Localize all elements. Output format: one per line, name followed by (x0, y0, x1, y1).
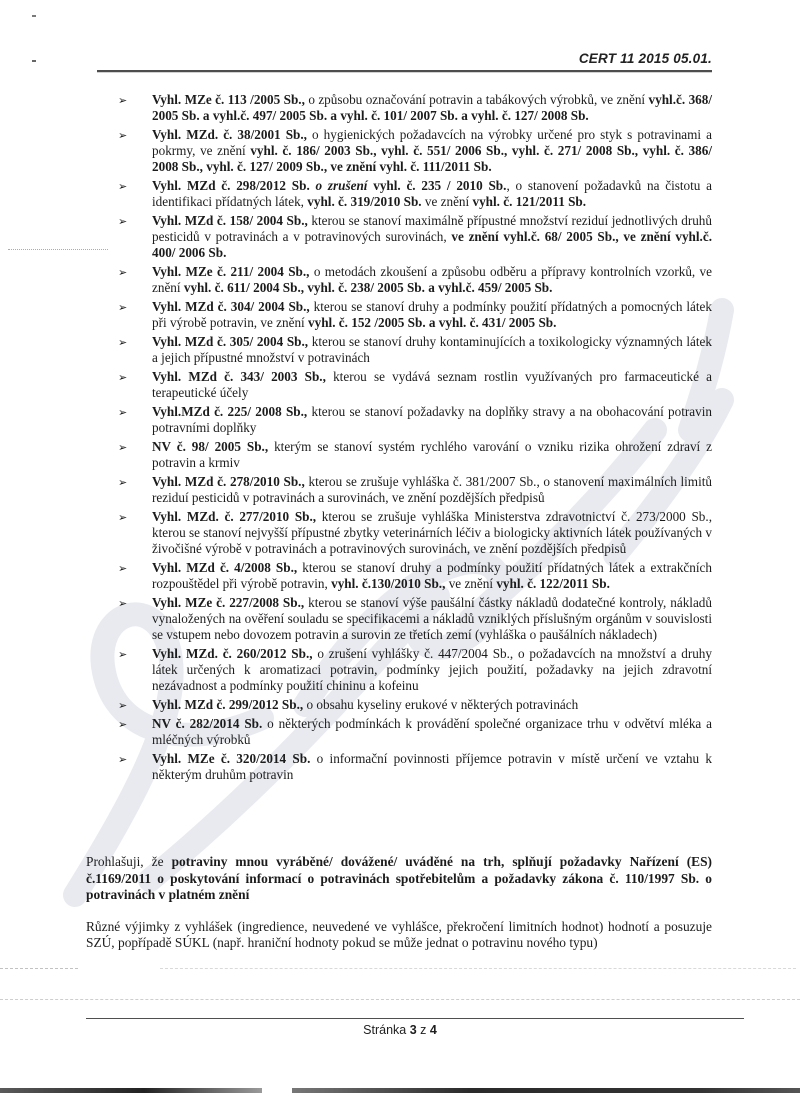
text-segment: vyhl. č. 122/2011 Sb. (496, 576, 610, 591)
text-segment: o způsobu označování potravin a tabákových výrobků, ve znění (308, 92, 649, 107)
text-segment: Vyhl. MZd č. 304/ 2004 Sb., (152, 299, 314, 314)
text-segment: kterou se stanoví výše paušální částky nákladů dodatečné kontroly, nákladů vynaložených na ověření souladu se specifikacemi a nákladů vzniklých příslušným orgánům v souvislosti se vstupem nebo dovozem potravin a surovin ze třetích zemí (vyhláška o paušálních nákladech) (152, 595, 712, 642)
text-segment: ve znění vyhl.č. 68/ 2005 Sb., ve znění vyhl.č. 400/ 2006 Sb. (152, 229, 712, 260)
regulation-item (118, 178, 712, 210)
regulation-item (118, 334, 712, 366)
regulation-item (118, 92, 712, 124)
regulation-text (152, 334, 712, 365)
regulation-text (152, 404, 712, 435)
text-segment: ve znění (421, 194, 473, 209)
text-segment: Vyhl. MZe č. 227/2008 Sb., (152, 595, 309, 610)
declaration-block (86, 854, 712, 952)
text-segment: NV č. 98/ 2005 Sb., (152, 439, 275, 454)
text-segment: kterou se stanoví druhy a podmínky použití přídatných látek a extrakčních rozpouštědel při výrobě potravin, (152, 560, 712, 591)
document-code: CERT 11 2015 05.01. (578, 51, 712, 66)
regulation-item (118, 509, 712, 557)
header-rule (97, 70, 712, 72)
text-segment: NV č. 282/2014 Sb. (152, 716, 268, 731)
regulation-item (118, 213, 712, 261)
regulation-text (152, 439, 712, 470)
text-segment: 3 (409, 1023, 417, 1037)
scan-edge-line (292, 1088, 800, 1093)
regulation-item (118, 560, 712, 592)
regulation-text (152, 264, 712, 295)
regulation-item (118, 264, 712, 296)
arrow-bullet-icon: ➢ (118, 371, 128, 384)
text-segment: vyhl. č. 121/2011 Sb. (472, 194, 587, 209)
text-segment: Vyhl. MZd č. 299/2012 Sb., (152, 697, 307, 712)
text-segment: Různé výjimky z vyhlášek (ingredience, neuvedené ve vyhlášce, překročení limitních hodnot) hodnotí a posuzuje SZÚ, popřípadě SÚKL (např. hraniční hodnoty pokud se může jednat o potravinu nového typu) (86, 918, 712, 951)
arrow-bullet-icon: ➢ (118, 718, 128, 731)
arrow-bullet-icon: ➢ (118, 597, 128, 610)
text-segment: ve znění (448, 576, 497, 591)
text-segment: Vyhl. MZd. č. 277/2010 Sb., (152, 509, 322, 524)
arrow-bullet-icon: ➢ (118, 562, 128, 575)
text-segment: , o stanovení požadavků na čistotu a identifikaci přídatných látek, (152, 178, 713, 209)
text-segment: Prohlašuji, že (86, 854, 172, 869)
footer-rule (86, 1018, 744, 1019)
arrow-bullet-icon: ➢ (118, 648, 128, 661)
arrow-bullet-icon: ➢ (118, 301, 128, 314)
regulation-text (152, 92, 712, 123)
regulation-item (118, 127, 712, 175)
text-segment: vyhl.č. 368/ 2005 Sb. a vyhl.č. 497/ 2005 Sb. a vyhl. č. 101/ 2007 Sb. a vyhl. č. 127/ 2008 Sb. (152, 92, 713, 123)
scan-artifact-line (0, 968, 78, 969)
regulation-text (152, 369, 712, 400)
scan-artifact-line (0, 999, 800, 1000)
regulation-text (152, 751, 712, 782)
arrow-bullet-icon: ➢ (118, 94, 128, 107)
text-segment: Vyhl. MZe č. 211/ 2004 Sb., (152, 264, 314, 279)
arrow-bullet-icon: ➢ (118, 406, 128, 419)
text-segment: o zrušení vyhlášky č. 447/2004 Sb., o požadavcích na množství a druhy látek určených k aromatizaci potravin, podmínky jejich použití, požadavky na jejich zdravotní nezávadnost a podmínky použití chininu a kofeinu (152, 646, 712, 693)
text-segment: potraviny mnou vyráběné/ dovážené/ uváděné na trh, splňují požadavky Nařízení (ES) č.1169/2011 o poskytování informací o potravinách spotřebitelům a požadavky zákona č. 110/1997 Sb. o potravinách v platném znění (86, 854, 712, 903)
regulation-item (118, 646, 712, 694)
arrow-bullet-icon: ➢ (118, 336, 128, 349)
scan-speck (32, 15, 36, 17)
exceptions-paragraph (86, 919, 712, 952)
arrow-bullet-icon: ➢ (118, 699, 128, 712)
text-segment: Stránka (363, 1023, 410, 1037)
regulation-text (152, 178, 712, 209)
regulation-text (152, 560, 712, 591)
regulation-item (118, 716, 712, 748)
text-segment: kterým se stanoví systém rychlého varování o vzniku rizika ohrožení zdraví z potravin a krmiv (152, 439, 712, 470)
text-segment: kterou se vydává seznam rostlin využívaných pro farmaceutické a terapeutické účely (152, 369, 712, 400)
text-segment: Vyhl. MZe č. 113 /2005 Sb., (152, 92, 309, 107)
text-segment: vyhl. č. 611/ 2004 Sb., vyhl. č. 238/ 2005 Sb. a vyhl.č. 459/ 2005 Sb. (183, 280, 553, 295)
text-segment: vyhl. č.130/2010 Sb., (331, 576, 449, 591)
regulation-item (118, 369, 712, 401)
arrow-bullet-icon: ➢ (118, 266, 128, 279)
regulation-text (152, 716, 712, 747)
regulation-text (152, 213, 712, 260)
regulation-text (152, 127, 712, 174)
regulation-text (152, 646, 712, 693)
text-segment: Vyhl.MZd č. 225/ 2008 Sb., (152, 404, 312, 419)
scan-artifact-line (160, 968, 796, 969)
arrow-bullet-icon: ➢ (118, 215, 128, 228)
text-segment: vyhl. č. 186/ 2003 Sb., vyhl. č. 551/ 2006 Sb., vyhl. č. 271/ 2008 Sb., vyhl. č. 386/ 2008 Sb., vyhl. č. 127/ 2009 Sb., ve znění vyhl. č. 111/2011 Sb. (152, 143, 713, 174)
text-segment: 4 (429, 1023, 437, 1037)
regulation-text (152, 299, 712, 330)
arrow-bullet-icon: ➢ (118, 129, 128, 142)
text-segment: Vyhl. MZe č. 320/2014 Sb. (152, 751, 317, 766)
regulation-item (118, 595, 712, 643)
text-segment: o obsahu kyseliny erukové v některých potravinách (306, 697, 579, 712)
text-segment: Vyhl. MZd č. 158/ 2004 Sb., (152, 213, 312, 228)
text-segment: kterou se zrušuje vyhláška Ministerstva zdravotnictví č. 273/2000 Sb., kterou se stanoví nejvyšší přípustné zbytky veterinárních léčiv a biologicky aktivních látek používaných v živočišné výrobě v potravinách a potravinových surovinách, ve znění pozdějších předpisů (152, 509, 712, 556)
text-segment: Vyhl. MZd č. 278/2010 Sb., (152, 474, 309, 489)
scan-edge-line (0, 1088, 262, 1093)
text-segment: kterou se stanoví maximálně přípustné množství reziduí jednotlivých druhů pesticidů v potravinách a v potravinových surovinách, (152, 213, 712, 244)
regulation-item (118, 299, 712, 331)
regulation-item (118, 474, 712, 506)
declaration-paragraph (86, 854, 712, 904)
arrow-bullet-icon: ➢ (118, 441, 128, 454)
text-segment: Vyhl. MZd č. 305/ 2004 Sb., (152, 334, 312, 349)
text-segment: Vyhl. MZd. č. 38/2001 Sb., (152, 127, 313, 142)
regulation-item (118, 751, 712, 783)
regulation-text (152, 595, 712, 642)
text-segment: o informační povinnosti příjemce potravin v místě určení ve vztahu k některým druhům potravin (152, 751, 712, 782)
arrow-bullet-icon: ➢ (118, 180, 128, 193)
text-segment: o některých podmínkách k provádění společné organizace trhu v odvětví mléka a mléčných výrobků (152, 716, 712, 747)
text-segment: Vyhl. MZd č. 343/ 2003 Sb., (152, 369, 334, 384)
regulation-item (118, 404, 712, 436)
text-segment: Vyhl. MZd č. 298/2012 Sb. (152, 178, 316, 193)
text-segment: kterou se zrušuje vyhláška č. 381/2007 Sb., o stanovení maximálních limitů reziduí pesticidů v potravinách a surovinách, ve znění pozdějších předpisů (152, 474, 712, 505)
regulation-text (152, 509, 712, 556)
text-segment: z (416, 1023, 430, 1037)
text-segment: kterou se stanoví druhy a podmínky použití přídatných a pomocných látek při výrobě potravin, ve znění (152, 299, 712, 330)
text-segment: o zrušení (315, 178, 374, 193)
text-segment: vyhl. č. 152 /2005 Sb. a vyhl. č. 431/ 2005 Sb. (308, 315, 557, 330)
page-number-label (0, 1023, 800, 1037)
regulation-item (118, 439, 712, 471)
text-segment: o hygienických požadavcích na výrobky určené pro styk s potravinami a pokrmy, ve znění (152, 127, 712, 158)
text-segment: Vyhl. MZd č. 4/2008 Sb., (152, 560, 303, 575)
text-segment: vyhl. č. 235 / 2010 Sb. (373, 178, 507, 193)
text-segment: vyhl. č. 319/2010 Sb. (307, 194, 422, 209)
regulation-text (152, 474, 712, 505)
regulation-item (118, 697, 712, 713)
text-segment: Vyhl. MZd. č. 260/2012 Sb., (152, 646, 318, 661)
text-segment: kterou se stanoví požadavky na doplňky stravy a na obohacování potravin potravními doplňky (152, 404, 712, 435)
text-segment: kterou se stanoví druhy kontaminujících a toxikologicky významných látek a jejich přípustné množství v potravinách (152, 334, 713, 365)
regulation-list (118, 92, 712, 786)
arrow-bullet-icon: ➢ (118, 511, 128, 524)
arrow-bullet-icon: ➢ (118, 753, 128, 766)
scan-speck (32, 60, 36, 62)
scan-artifact-line (8, 249, 108, 250)
regulation-text (152, 697, 578, 712)
arrow-bullet-icon: ➢ (118, 476, 128, 489)
text-segment: o metodách zkoušení a způsobu odběru a přípravy kontrolních vzorků, ve znění (152, 264, 712, 295)
